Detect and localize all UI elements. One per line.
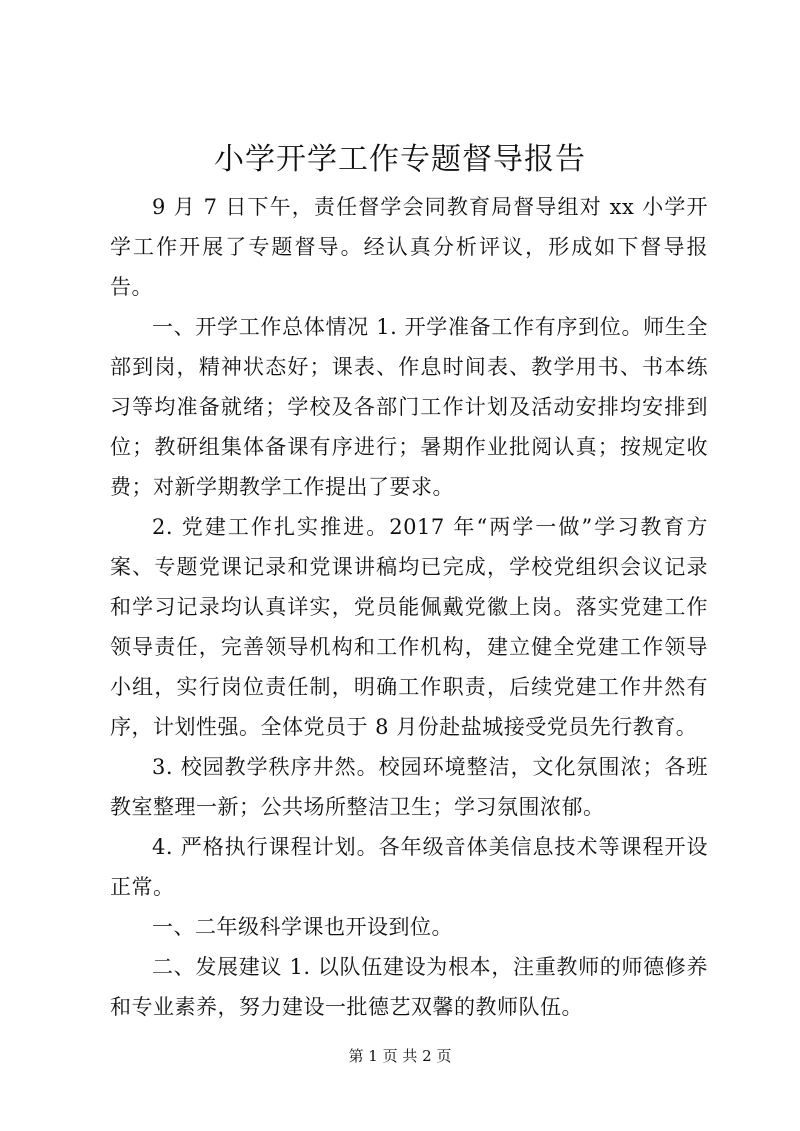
paragraph-intro: 9 月 7 日下午，责任督学会同教育局督导组对 xx 小学开学工作开展了专题督导。经认真分析评议，形成如下督导报告。	[110, 195, 708, 299]
page-footer: 第 1 页 共 2 页	[348, 1047, 452, 1065]
paragraph-science-class: 一、二年级科学课也开设到位。	[152, 915, 453, 939]
paragraph-campus-order: 3. 校园教学秩序井然。校园环境整洁，文化氛围浓；各班教室整理一新；公共场所整洁卫生；学习氛围浓郁。	[110, 755, 708, 819]
document-body	[110, 187, 708, 1027]
document-title: 小学开学工作专题督导报告	[214, 142, 586, 177]
paragraph-curriculum: 4. 严格执行课程计划。各年级音体美信息技术等课程开设正常。	[110, 835, 708, 899]
paragraph-section-1: 一、开学工作总体情况 1. 开学准备工作有序到位。师生全部到岗，精神状态好；课表、作息时间表、教学用书、书本练习等均准备就绪；学校及各部门工作计划及活动安排均安排到位；教研组集体备课有序进行；暑期作业批阅认真；按规定收费；对新学期教学工作提出了要求。	[110, 315, 708, 499]
paragraph-party-building: 2. 党建工作扎实推进。2017 年“两学一做”学习教育方案、专题党课记录和党课讲稿均已完成，学校党组织会议记录和学习记录均认真详实，党员能佩戴党徽上岗。落实党建工作领导责任，完善领导机构和工作机构，建立健全党建工作领导小组，实行岗位责任制，明确工作职责，后续党建工作井然有序，计划性强。全体党员于 8 月份赴盐城接受党员先行教育。	[110, 515, 708, 739]
paragraph-suggestions: 二、发展建议 1. 以队伍建设为根本，注重教师的师德修养和专业素养，努力建设一批德艺双馨的教师队伍。	[110, 955, 708, 1019]
